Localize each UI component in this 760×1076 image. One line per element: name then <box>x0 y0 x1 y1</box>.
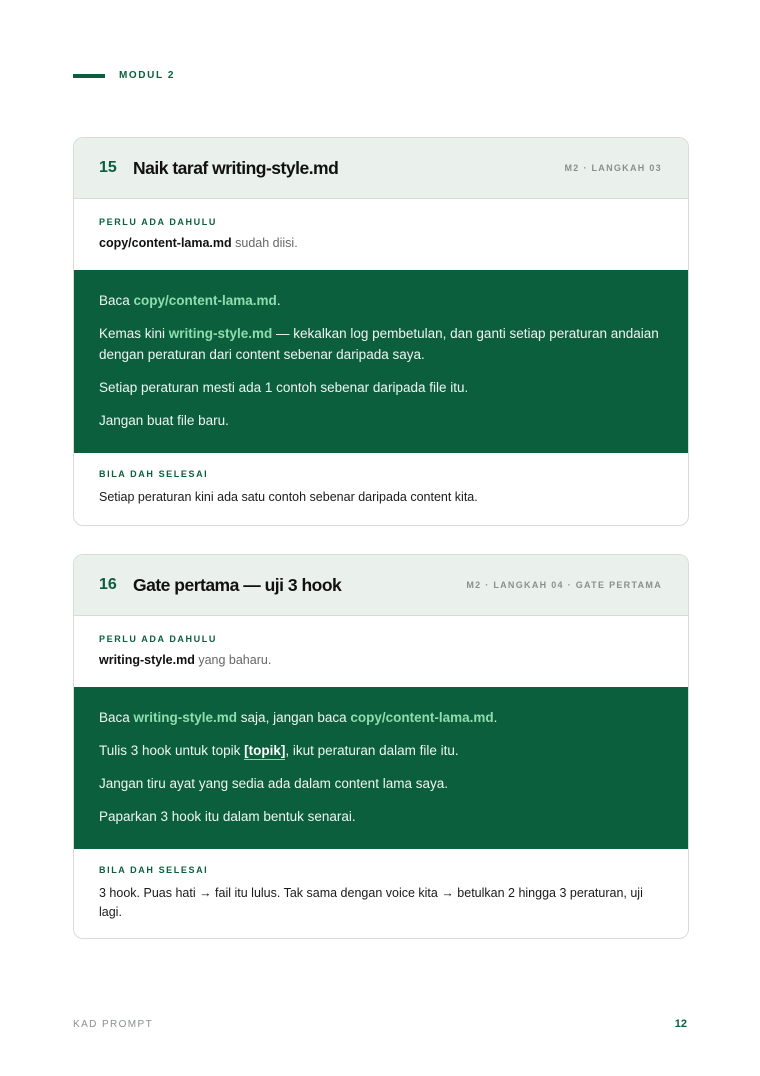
instruction-block <box>74 270 688 453</box>
card-title: Gate pertama — uji 3 hook <box>133 574 342 595</box>
module-accent-bar <box>73 74 105 78</box>
done-text: Setiap peraturan kini ada satu contoh sebenar daripada content kita. <box>99 490 478 504</box>
prereq-text <box>99 651 663 670</box>
card-header <box>74 138 688 199</box>
card-tag: M2 · LANGKAH 03 <box>564 163 662 173</box>
module-header <box>73 70 175 81</box>
file-reference: writing-style.md <box>133 710 238 725</box>
topic-placeholder: [topik] <box>244 743 286 758</box>
prereq-file: writing-style.md <box>99 653 195 667</box>
prompt-card-15 <box>73 137 689 526</box>
instruction-line: Baca writing-style.md saja, jangan baca copy/content-lama.md. <box>99 710 498 725</box>
file-reference: copy/content-lama.md <box>133 293 277 308</box>
card-title: Naik taraf writing-style.md <box>133 157 339 178</box>
file-reference: writing-style.md <box>168 326 273 341</box>
prereq-rest: sudah diisi. <box>231 236 298 250</box>
prereq-rest: yang baharu. <box>194 653 272 667</box>
instruction-line: Kemas kini writing-style.md — kekalkan log pembetulan, dan ganti setiap peraturan andaian dengan peraturan dari content sebenar daripada saya. <box>99 326 659 362</box>
done-text: 3 hook. Puas hati → fail itu lulus. Tak sama dengan voice kita → betulkan 2 hingga 3 peraturan, uji lagi. <box>99 886 643 919</box>
prereq-label: PERLU ADA DAHULU <box>99 634 217 644</box>
card-number: 16 <box>99 576 117 593</box>
instruction-line: Paparkan 3 hook itu dalam bentuk senarai. <box>99 809 356 824</box>
file-reference: copy/content-lama.md <box>350 710 494 725</box>
done-label: BILA DAH SELESAI <box>99 865 209 875</box>
prereq-text <box>99 234 663 253</box>
card-number: 15 <box>99 159 117 176</box>
footer-label: KAD PROMPT <box>73 1019 154 1030</box>
prereq-section <box>74 616 688 670</box>
prompt-card-16 <box>73 554 689 939</box>
prereq-label: PERLU ADA DAHULU <box>99 217 217 227</box>
module-label: MODUL 2 <box>119 70 176 81</box>
instruction-line: Jangan buat file baru. <box>99 413 229 428</box>
instruction-line: Tulis 3 hook untuk topik [topik], ikut peraturan dalam file itu. <box>99 743 459 758</box>
instruction-line: Jangan tiru ayat yang sedia ada dalam content lama saya. <box>99 776 448 791</box>
done-section <box>74 849 688 938</box>
prereq-section <box>74 199 688 253</box>
done-section <box>74 453 688 525</box>
instruction-line: Baca copy/content-lama.md. <box>99 293 281 308</box>
instruction-block <box>74 687 688 849</box>
prereq-file: copy/content-lama.md <box>99 236 232 250</box>
done-label: BILA DAH SELESAI <box>99 469 209 479</box>
instruction-line: Setiap peraturan mesti ada 1 contoh sebenar daripada file itu. <box>99 380 469 395</box>
card-tag: M2 · LANGKAH 04 · GATE PERTAMA <box>466 580 662 590</box>
card-header <box>74 555 688 616</box>
page-number: 12 <box>674 1018 687 1030</box>
